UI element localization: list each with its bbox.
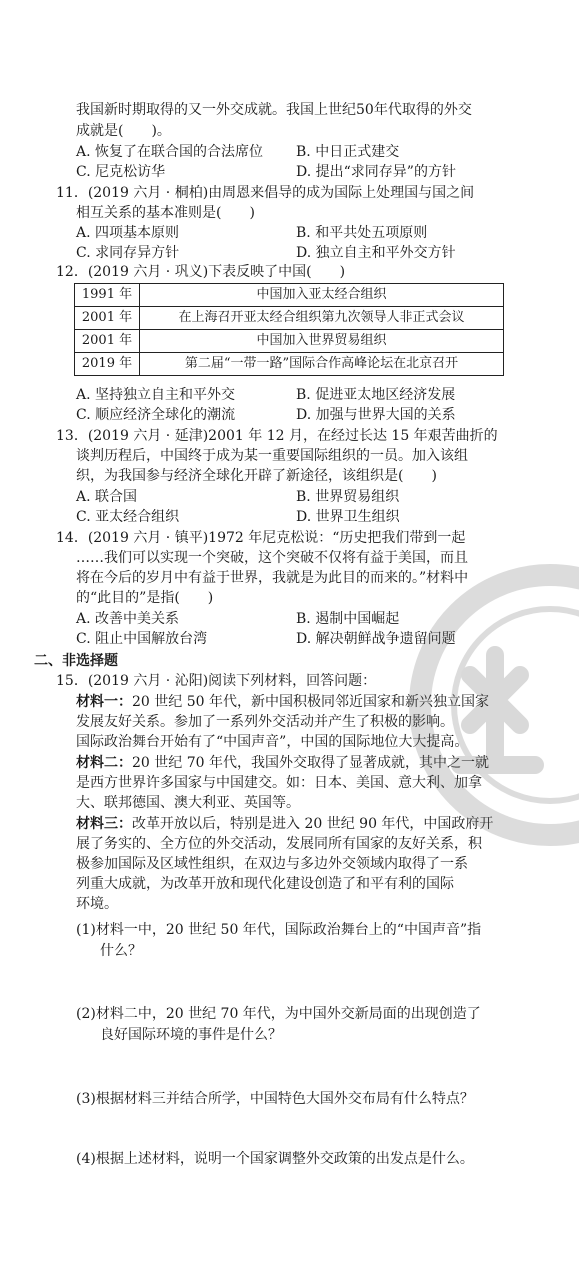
q11-option-b: B. 和平共处五项原则: [296, 225, 428, 241]
q15-material3-line4: 列重大成就，为改革开放和现代化建设创造了和平有利的国际: [76, 876, 454, 892]
q11-option-a: A. 四项基本原则: [76, 225, 180, 241]
q15-sub4: (4)根据上述材料，说明一个国家调整外交政策的出发点是什么。: [76, 1151, 474, 1167]
table-event: 中国加入世界贸易组织: [140, 330, 504, 353]
q13-line2: 谈判历程后，中国终于成为某一重要国际组织的一员。加入该组: [76, 448, 468, 464]
q14-line3: 将在今后的岁月中有益于世界，我就是为此目的而来的。”材料中: [76, 570, 469, 586]
q10-option-c: C. 尼克松访华: [76, 164, 166, 180]
watermark-seal-icon: [400, 555, 579, 865]
q13-option-c: C. 亚太经合组织: [76, 509, 180, 525]
q14-line4: 的“此目的”是指( ): [76, 590, 214, 606]
q13-line1: 13．(2019 六月 · 延津)2001 年 12 月，在经过长达 15 年艰苦曲折的: [56, 428, 498, 444]
material3-label: 材料三：: [76, 816, 132, 832]
q12-option-c: C. 顺应经济全球化的潮流: [76, 407, 236, 423]
q15-material3-line5: 环境。: [76, 896, 118, 912]
q14-option-a: A. 改善中美关系: [76, 611, 180, 627]
q15-material3-line2: 展了务实的、全方位的外交活动，发展同所有国家的友好关系，积: [76, 836, 482, 852]
table-year: 2001 年: [75, 307, 140, 330]
q10-option-b: B. 中日正式建交: [296, 144, 400, 160]
q13-line3: 织，为我国参与经济全球化开辟了新途径，该组织是( ): [76, 468, 437, 484]
q10-option-d: D. 提出“求同存异”的方针: [296, 164, 456, 180]
q15-sub3: (3)根据材料三并结合所学，中国特色大国外交布局有什么特点？: [76, 1091, 474, 1107]
q13-option-a: A. 联合国: [76, 489, 138, 505]
q12-line1: 12．(2019 六月 · 巩义)下表反映了中国( ): [56, 264, 346, 280]
material1-label: 材料一：: [76, 694, 132, 710]
table-event: 第二届“一带一路”国际合作高峰论坛在北京召开: [140, 353, 504, 376]
q15-material2-line3: 大、联邦德国、澳大利亚、英国等。: [76, 795, 300, 811]
q15-sub2-line1: (2)材料二中，20 世纪 70 年代，为中国外交新局面的出现创造了: [76, 1006, 481, 1022]
q15-material1-line3: 国际政治舞台开始有了“中国声音”，中国的国际地位大大提高。: [76, 734, 469, 750]
q11-option-d: D. 独立自主和平外交方针: [296, 245, 456, 261]
q15-material2-line2: 是西方世界许多国家与中国建交。如：日本、美国、意大利、加拿: [76, 775, 482, 791]
table-year: 2001 年: [75, 330, 140, 353]
q14-option-d: D. 解决朝鲜战争遗留问题: [296, 631, 456, 647]
table-event: 在上海召开亚太经合组织第九次领导人非正式会议: [140, 307, 504, 330]
q15-intro: 15．(2019 六月 · 沁阳)阅读下列材料，回答问题：: [56, 673, 377, 689]
q13-option-d: D. 世界卫生组织: [296, 509, 400, 525]
section-title: 二、非选择题: [34, 653, 118, 669]
q15-sub1-line1: (1)材料一中，20 世纪 50 年代，国际政治舞台上的“中国声音”指: [76, 922, 482, 938]
table-year: 1991 年: [75, 284, 140, 307]
q11-option-c: C. 求同存异方针: [76, 245, 180, 261]
q11-line2: 相互关系的基本准则是( ): [76, 205, 255, 221]
q11-line1: 11．(2019 六月 · 桐柏)由周恩来倡导的成为国际上处理国与国之间: [56, 185, 475, 201]
q14-option-c: C. 阻止中国解放台湾: [76, 631, 208, 647]
q15-material2-line1: 材料二：20 世纪 70 年代，我国外交取得了显著成就，其中之一就: [76, 755, 489, 771]
q15-sub1-line2: 什么？: [100, 943, 142, 959]
material2-label: 材料二：: [76, 755, 132, 771]
q10-line1: 我国新时期取得的又一外交成就。我国上世纪50年代取得的外交: [76, 102, 472, 118]
q12-option-d: D. 加强与世界大国的关系: [296, 407, 456, 423]
q10-line2: 成就是( )。: [76, 123, 171, 139]
q12-table: [74, 283, 504, 376]
q15-sub2-line2: 良好国际环境的事件是什么？: [100, 1027, 282, 1043]
q14-option-b: B. 遏制中国崛起: [296, 611, 400, 627]
q14-line1: 14．(2019 六月 · 镇平)1972 年尼克松说：“历史把我们带到一起: [56, 530, 466, 546]
table-row: [75, 284, 504, 307]
q15-material1-line1: 材料一：20 世纪 50 年代，新中国积极同邻近国家和新兴独立国家: [76, 694, 489, 710]
q15-material3-line3: 极参加国际及区域性组织，在双边与多边外交领域内取得了一系: [76, 856, 468, 872]
table-year: 2019 年: [75, 353, 140, 376]
q10-option-a: A. 恢复了在联合国的合法席位: [76, 144, 264, 160]
table-row: [75, 330, 504, 353]
q12-option-b: B. 促进亚太地区经济发展: [296, 387, 456, 403]
q14-line2: ……我们可以实现一个突破，这个突破不仅将有益于美国，而且: [76, 550, 468, 566]
q12-option-a: A. 坚持独立自主和平外交: [76, 387, 236, 403]
table-row: [75, 307, 504, 330]
q15-material1-line2: 发展友好关系。参加了一系列外交活动并产生了积极的影响。: [76, 714, 454, 730]
table-row: [75, 353, 504, 376]
q13-option-b: B. 世界贸易组织: [296, 489, 400, 505]
table-event: 中国加入亚太经合组织: [140, 284, 504, 307]
q15-material3-line1: 材料三：改革开放以后，特别是进入 20 世纪 90 年代，中国政府开: [76, 816, 494, 832]
